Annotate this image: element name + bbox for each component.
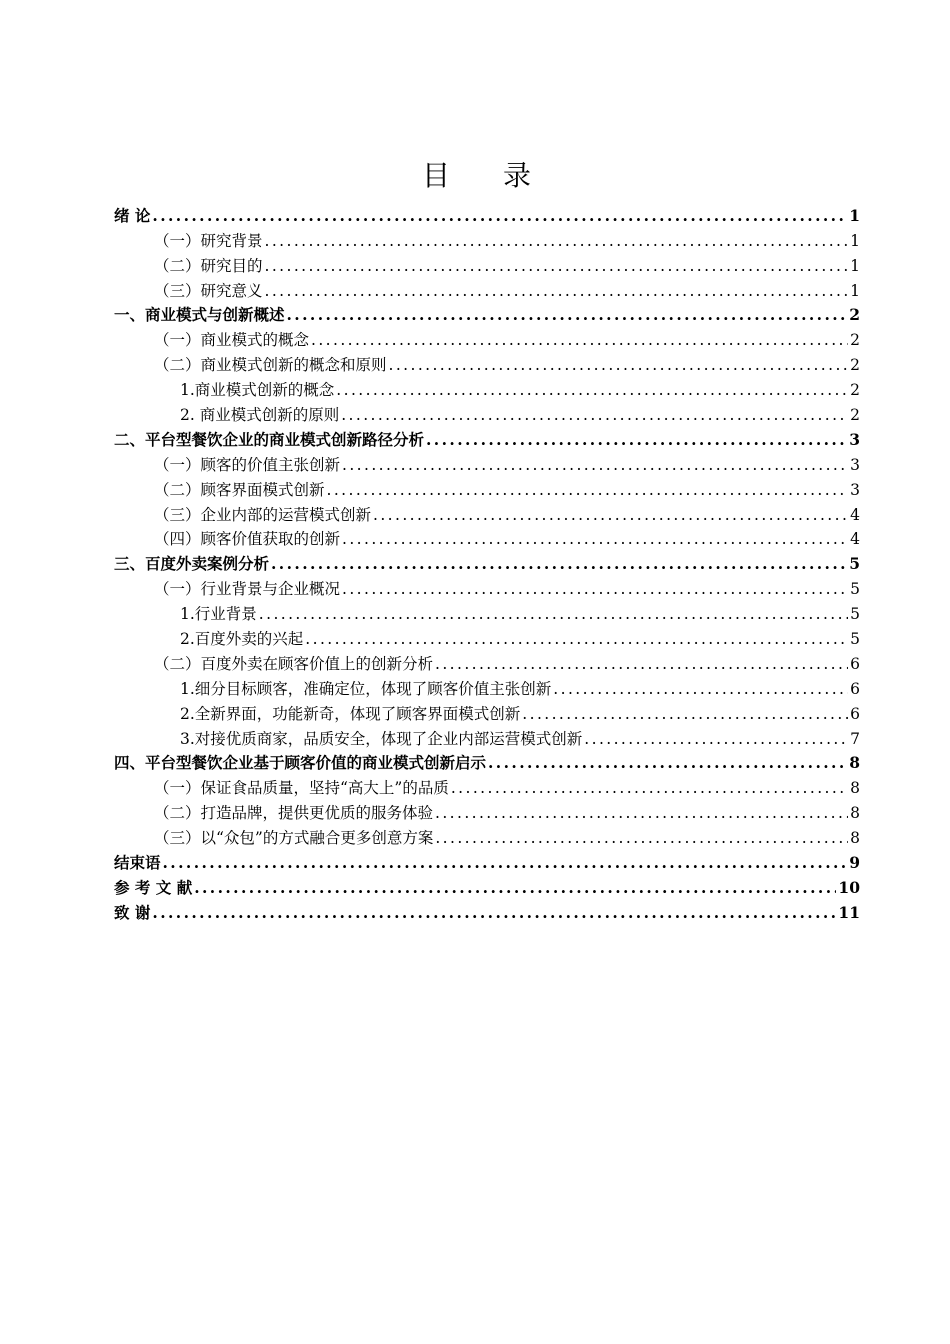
toc-page-number: 6: [850, 704, 860, 723]
toc-page-number: 10: [838, 877, 860, 897]
toc-list: [114, 201, 860, 923]
toc-dot-leader: [287, 305, 848, 325]
toc-page-number: 11: [838, 902, 860, 922]
toc-entry[interactable]: [114, 798, 860, 823]
toc-page-number: 4: [850, 530, 860, 549]
toc-page-number: 7: [850, 729, 860, 748]
toc-entry[interactable]: [114, 773, 860, 798]
toc-entry-text: 二、平台型餐饮企业的商业模式创新路径分析: [114, 429, 425, 449]
toc-entry-text: （二）百度外卖在顾客价值上的创新分析: [154, 654, 434, 673]
toc-entry-text: （一）保证食品质量，坚持“高大上”的品质: [154, 779, 449, 798]
toc-page-number: 3: [850, 480, 860, 499]
toc-dot-leader: [342, 529, 848, 549]
toc-page-number: 8: [849, 753, 860, 773]
toc-page-number: 9: [849, 853, 860, 873]
toc-page-number: 8: [850, 829, 860, 848]
toc-entry[interactable]: [114, 201, 860, 226]
toc-entry[interactable]: [114, 251, 860, 276]
toc-entry-text: 3.对接优质商家，品质安全，体现了企业内部运营模式创新: [180, 729, 583, 748]
toc-dot-leader: [373, 505, 848, 525]
toc-dot-leader: [435, 654, 848, 674]
toc-page-number: 1: [850, 281, 860, 300]
toc-dot-leader: [327, 480, 849, 500]
toc-dot-leader: [451, 778, 848, 798]
toc-entry-text: 2.百度外卖的兴起: [180, 630, 304, 649]
toc-entry[interactable]: [114, 226, 860, 251]
toc-entry[interactable]: [114, 500, 860, 525]
toc-entry-text: （二）顾客界面模式创新: [154, 480, 325, 499]
toc-entry-text: （二）商业模式创新的概念和原则: [154, 356, 387, 375]
toc-dot-leader: [342, 455, 848, 475]
toc-entry[interactable]: [114, 724, 860, 749]
toc-page-number: 6: [850, 679, 860, 698]
toc-entry-text: 三、百度外卖案例分析: [114, 554, 270, 574]
toc-dot-leader: [553, 679, 848, 699]
toc-entry[interactable]: [114, 525, 860, 550]
toc-entry[interactable]: [114, 898, 860, 923]
toc-dot-leader: [152, 903, 836, 923]
toc-entry-text: （三）以“众包”的方式融合更多创意方案: [154, 829, 434, 848]
toc-dot-leader: [584, 729, 848, 749]
toc-entry[interactable]: [114, 450, 860, 475]
toc-page-number: 5: [849, 554, 860, 574]
toc-page-number: 3: [849, 429, 860, 449]
toc-entry-text: 致 谢: [114, 902, 151, 922]
toc-dot-leader: [259, 604, 848, 624]
toc-entry-text: （三）企业内部的运营模式创新: [154, 505, 372, 524]
toc-page-number: 1: [850, 256, 860, 275]
toc-entry[interactable]: [114, 301, 860, 326]
toc-entry-text: （三）研究意义: [154, 281, 263, 300]
toc-entry-text: 1.商业模式创新的概念: [180, 381, 335, 400]
toc-entry-text: 绪 论: [114, 205, 151, 225]
toc-dot-leader: [152, 206, 847, 226]
toc-dot-leader: [435, 828, 848, 848]
toc-entry[interactable]: [114, 848, 860, 873]
toc-dot-leader: [389, 355, 849, 375]
toc-dot-leader: [435, 803, 848, 823]
toc-page-number: 1: [850, 231, 860, 250]
toc-entry-text: 2. 商业模式创新的原则: [180, 406, 340, 425]
toc-entry-text: （二）研究目的: [154, 256, 263, 275]
toc-dot-leader: [265, 281, 849, 301]
toc-page-number: 2: [850, 331, 860, 350]
toc-entry[interactable]: [114, 699, 860, 724]
toc-page-number: 2: [850, 406, 860, 425]
toc-entry-text: 参 考 文 献: [114, 877, 193, 897]
toc-dot-leader: [488, 753, 847, 773]
toc-entry[interactable]: [114, 873, 860, 898]
toc-page-number: 1: [849, 205, 860, 225]
toc-dot-leader: [271, 554, 847, 574]
toc-page-number: 5: [850, 605, 860, 624]
toc-entry-text: （一）顾客的价值主张创新: [154, 455, 341, 474]
toc-entry-text: （一）行业背景与企业概况: [154, 580, 341, 599]
toc-dot-leader: [265, 231, 849, 251]
toc-dot-leader: [311, 330, 848, 350]
toc-dot-leader: [265, 256, 849, 276]
toc-entry[interactable]: [114, 749, 860, 774]
toc-entry[interactable]: [114, 325, 860, 350]
toc-page-number: 8: [850, 804, 860, 823]
toc-entry[interactable]: [114, 649, 860, 674]
toc-entry-text: 1.细分目标顾客，准确定位，体现了顾客价值主张创新: [180, 679, 552, 698]
toc-page-number: 4: [850, 505, 860, 524]
toc-dot-leader: [163, 853, 848, 873]
toc-entry[interactable]: [114, 400, 860, 425]
toc-dot-leader: [194, 878, 836, 898]
toc-entry-text: 一、商业模式与创新概述: [114, 305, 285, 325]
toc-entry[interactable]: [114, 674, 860, 699]
toc-page-number: 3: [850, 455, 860, 474]
toc-dot-leader: [426, 430, 847, 450]
toc-page-number: 8: [850, 779, 860, 798]
toc-entry[interactable]: [114, 350, 860, 375]
toc-title: 目 录: [422, 159, 553, 192]
toc-page-number: 5: [850, 580, 860, 599]
toc-dot-leader: [336, 380, 848, 400]
toc-page-number: 5: [850, 630, 860, 649]
toc-entry[interactable]: [114, 624, 860, 649]
toc-page-number: 2: [850, 356, 860, 375]
toc-entry[interactable]: [114, 475, 860, 500]
toc-dot-leader: [341, 405, 848, 425]
toc-page-number: 6: [850, 654, 860, 673]
toc-dot-leader: [342, 579, 848, 599]
toc-entry-text: 四、平台型餐饮企业基于顾客价值的商业模式创新启示: [114, 753, 487, 773]
toc-page-number: 2: [849, 305, 860, 325]
toc-entry-text: 1.行业背景: [180, 605, 257, 624]
toc-entry-text: （二）打造品牌，提供更优质的服务体验: [154, 804, 434, 823]
toc-entry-text: （四）顾客价值获取的创新: [154, 530, 341, 549]
toc-entry[interactable]: [114, 549, 860, 574]
toc-entry-text: （一）商业模式的概念: [154, 331, 310, 350]
toc-entry[interactable]: [114, 599, 860, 624]
toc-entry[interactable]: [114, 823, 860, 848]
toc-entry-text: 2.全新界面，功能新奇，体现了顾客界面模式创新: [180, 704, 521, 723]
toc-entry[interactable]: [114, 375, 860, 400]
toc-entry-text: （一）研究背景: [154, 231, 263, 250]
toc-dot-leader: [522, 704, 848, 724]
toc-page-number: 2: [850, 381, 860, 400]
toc-entry[interactable]: [114, 425, 860, 450]
toc-dot-leader: [305, 629, 848, 649]
toc-entry-text: 结束语: [114, 853, 161, 873]
toc-entry[interactable]: [114, 574, 860, 599]
toc-entry[interactable]: [114, 276, 860, 301]
